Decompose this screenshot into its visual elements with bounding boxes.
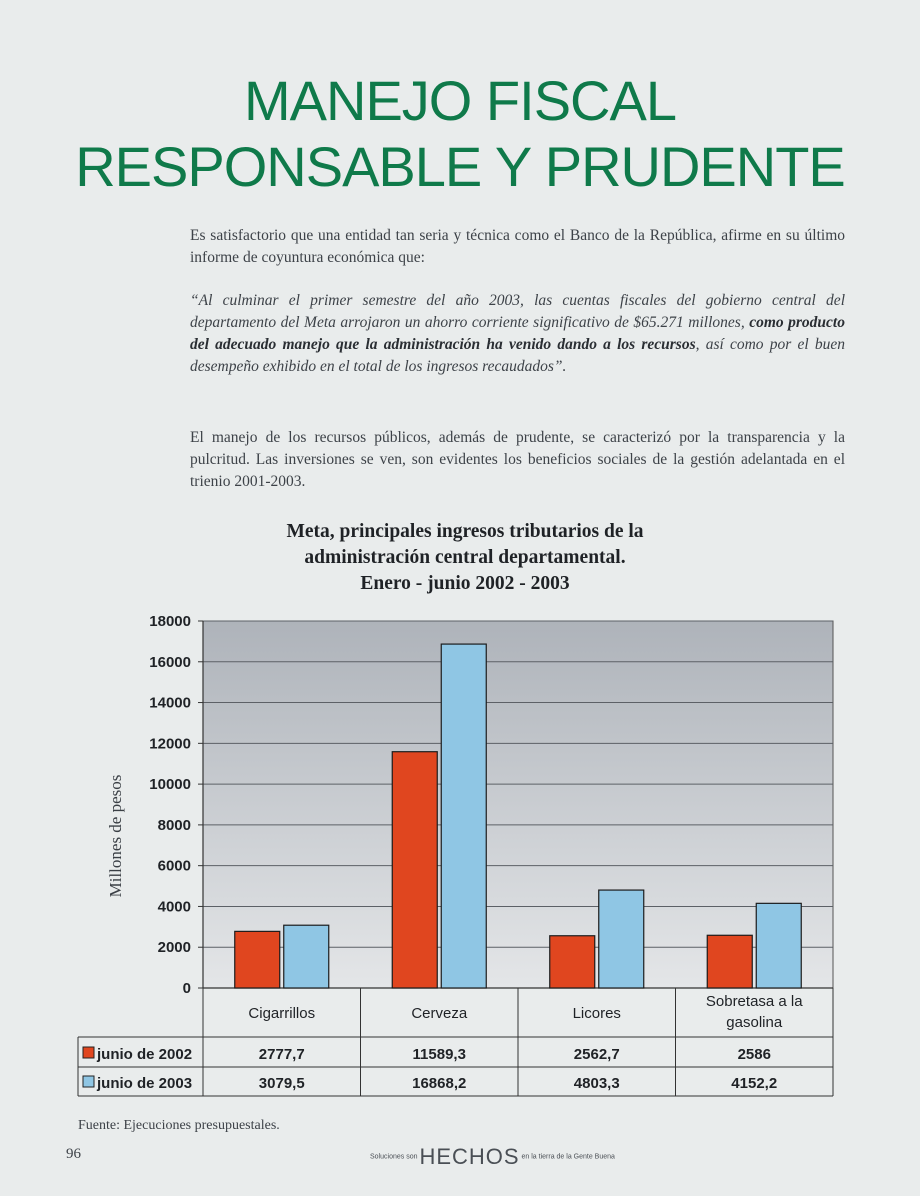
intro-paragraph: Es satisfactorio que una entidad tan seria y técnica como el Banco de la República, afirme en su último informe de coyuntura económica que: xyxy=(190,227,845,266)
y-tick-label: 6000 xyxy=(157,857,191,875)
data-label: 4152,2 xyxy=(731,1075,778,1092)
bar-2003-2 xyxy=(599,890,644,988)
title-line-1: MANEJO FISCAL xyxy=(244,69,676,132)
y-tick-label: 18000 xyxy=(149,613,191,630)
data-label: 11589,3 xyxy=(412,1046,466,1063)
bar-2003-0 xyxy=(284,925,329,988)
y-tick-label: 10000 xyxy=(149,776,191,794)
category-label: gasolina xyxy=(726,1014,783,1031)
bar-2003-3 xyxy=(756,903,801,988)
bar-2003-1 xyxy=(441,644,486,988)
data-label: 2586 xyxy=(737,1046,771,1063)
legend-label: junio de 2003 xyxy=(97,1075,193,1092)
legend-swatch xyxy=(83,1047,94,1058)
bar-2002-3 xyxy=(707,935,752,988)
title-line-2: RESPONSABLE Y PRUDENTE xyxy=(75,135,845,198)
bar-2002-1 xyxy=(392,752,437,988)
y-tick-label: 14000 xyxy=(149,694,191,712)
category-label: Sobretasa a la xyxy=(705,993,803,1010)
footer-text-before: Soluciones son xyxy=(370,1153,418,1161)
category-label: Licores xyxy=(572,1005,621,1022)
chart-title-line-1: Meta, principales ingresos tributarios de la xyxy=(286,521,644,542)
footer-text-after: en la tierra de la Gente Buena xyxy=(521,1153,615,1161)
y-tick-label: 16000 xyxy=(149,653,191,671)
bar-2002-2 xyxy=(550,936,595,988)
chart-title-line-3: Enero - junio 2002 - 2003 xyxy=(360,573,570,594)
y-tick-label: 0 xyxy=(182,980,191,997)
category-label: Cerveza xyxy=(411,1005,468,1022)
footer-brand xyxy=(370,1144,615,1170)
data-label: 2562,7 xyxy=(573,1046,620,1063)
data-label: 4803,3 xyxy=(573,1075,620,1092)
category-label: Cigarrillos xyxy=(248,1005,316,1022)
y-axis-label: Millones de pesos xyxy=(106,774,125,898)
quote-text-end: , así como por el buen desempeño exhibido en el total de los ingresos recaudados”. xyxy=(190,336,845,375)
data-label: 3079,5 xyxy=(258,1075,305,1092)
y-tick-label: 12000 xyxy=(149,735,191,753)
source-note: Fuente: Ejecuciones presupuestales. xyxy=(78,1118,280,1133)
quote-text-bold: como producto del adecuado manejo que la administración ha venido dando a los recursos xyxy=(190,314,845,353)
body-paragraph: El manejo de los recursos públicos, además de prudente, se caracterizó por la transparencia y la pulcritud. Las inversiones se ven, son evidentes los beneficios sociales de la gestión adelantada en el trienio 2001-2003. xyxy=(190,429,845,490)
data-label: 16868,2 xyxy=(412,1075,467,1092)
chart-title-line-2: administración central departamental. xyxy=(304,547,626,568)
y-tick-label: 8000 xyxy=(157,816,191,834)
y-tick-label: 2000 xyxy=(157,939,191,957)
footer-logo: HECHOS xyxy=(419,1144,520,1169)
data-label: 2777,7 xyxy=(258,1046,305,1063)
quote-text-start: “Al culminar el primer semestre del año 2003, las cuentas fiscales del gobierno central del departamento del Meta arrojaron un ahorro corriente significativo de $65.271 millones, xyxy=(190,292,845,331)
bar-2002-0 xyxy=(235,931,280,988)
legend-swatch xyxy=(83,1076,94,1087)
page-number: 96 xyxy=(66,1146,81,1162)
legend-label: junio de 2002 xyxy=(97,1046,193,1063)
y-tick-label: 4000 xyxy=(157,898,191,916)
